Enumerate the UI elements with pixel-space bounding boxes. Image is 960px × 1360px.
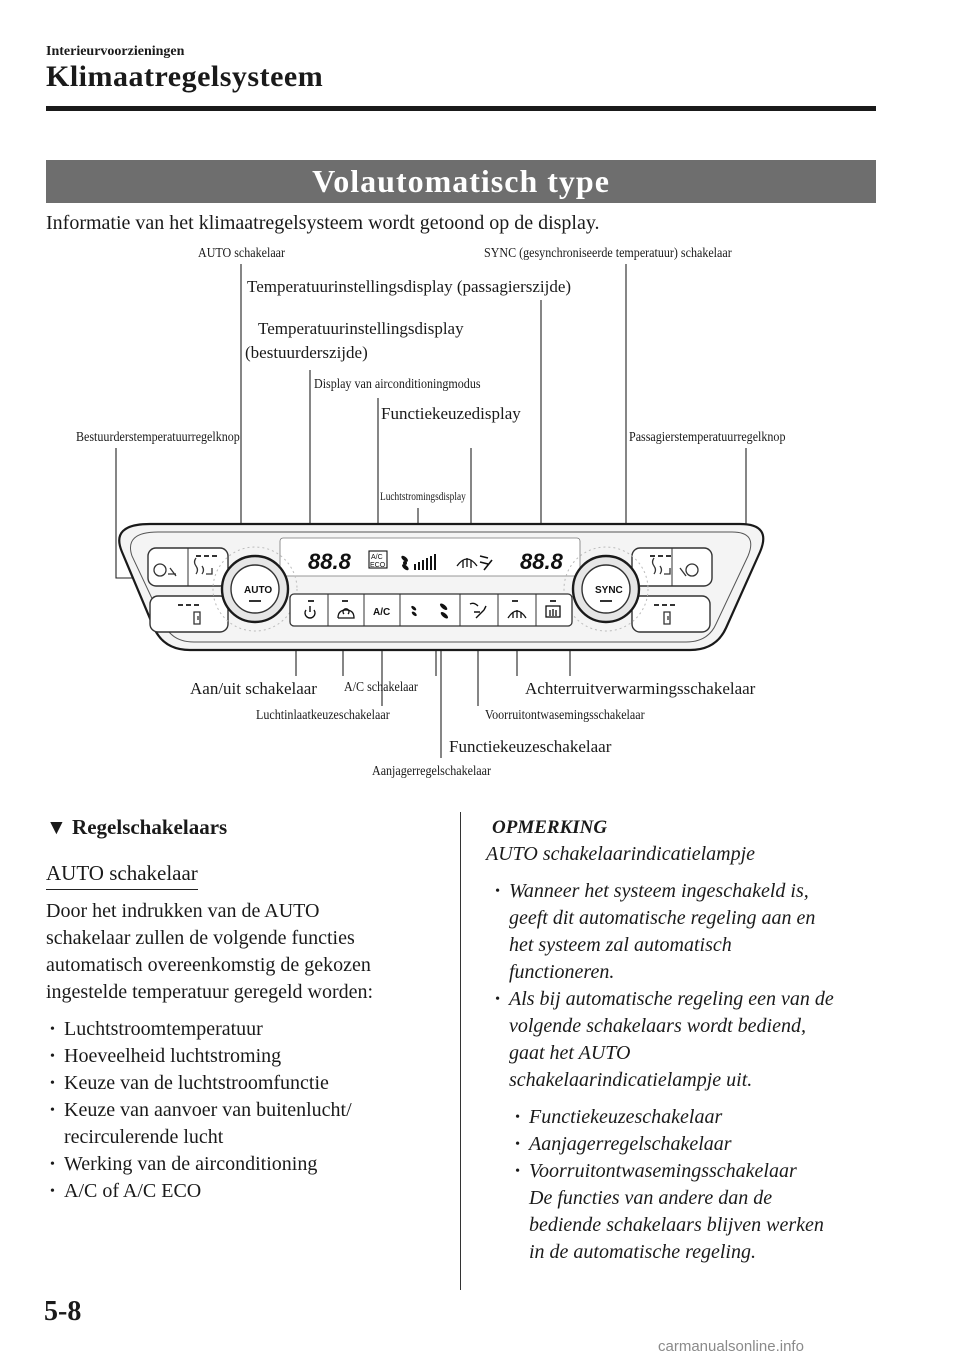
note-sub-item: • Aanjagerregelschakelaar: [515, 1133, 732, 1155]
section-banner: Volautomatisch type: [46, 160, 876, 203]
display-driver-temp: 88.8: [308, 549, 351, 574]
body-line-1: Door het indrukken van de AUTO: [46, 900, 320, 922]
body-line-2: schakelaar zullen de volgende functies: [46, 927, 355, 949]
note-item-continuation: functioneren.: [509, 961, 615, 983]
label-sync-switch: SYNC (gesynchroniseerde temperatuur) schakelaar: [484, 246, 732, 261]
label-temp-display-driver-2: (bestuurderszijde): [245, 343, 368, 362]
list-item: • Keuze van de luchtstroomfunctie: [50, 1072, 329, 1094]
label-temp-display-driver-1: Temperatuurinstellingsdisplay: [258, 319, 464, 338]
ac-button-label: A/C: [373, 607, 391, 618]
note-item: • Wanneer het systeem ingeschakeld is,: [495, 880, 809, 902]
note-sub-item-continuation: in de automatische regeling.: [529, 1241, 756, 1263]
display-ac-bottom: ECO: [370, 562, 386, 569]
column-divider: [460, 812, 461, 1290]
body-line-3: automatisch overeenkomstig de gekozen: [46, 954, 371, 976]
list-item: • A/C of A/C ECO: [50, 1180, 202, 1202]
control-panel: [119, 524, 763, 650]
heading-marker: ▼: [46, 815, 67, 839]
section-heading: [46, 814, 227, 841]
note-sub-item-continuation: bediende schakelaars blijven werken: [529, 1214, 824, 1236]
note-item: • Als bij automatische regeling een van de: [495, 988, 834, 1010]
label-mode-display: Functiekeuzedisplay: [381, 404, 521, 423]
label-air-intake-switch: Luchtinlaatkeuzeschakelaar: [256, 708, 390, 723]
note-item-continuation: het systeem zal automatisch: [509, 934, 732, 956]
note-item-continuation: volgende schakelaars wordt bediend,: [509, 1015, 806, 1037]
note-sub-item: • Voorruitontwasemingsschakelaar: [515, 1160, 797, 1182]
note-item-continuation: gaat het AUTO: [509, 1042, 631, 1064]
auto-button-label: AUTO: [244, 585, 273, 596]
note-title: OPMERKING: [492, 817, 608, 838]
list-item: • Werking van de airconditioning: [50, 1153, 318, 1175]
subheading-auto-switch: AUTO schakelaar: [46, 860, 198, 890]
watermark: carmanualsonline.info: [658, 1338, 804, 1355]
list-item: • Keuze van aanvoer van buitenlucht/: [50, 1099, 352, 1121]
label-mode-switch: Functiekeuzeschakelaar: [449, 737, 612, 756]
label-airflow-display: Luchtstromingsdisplay: [380, 489, 466, 503]
note-item-continuation: schakelaarindicatielampje uit.: [509, 1069, 753, 1091]
label-auto-switch: AUTO schakelaar: [198, 246, 286, 261]
label-front-defog-switch: Voorruitontwasemingsschakelaar: [485, 708, 645, 723]
label-driver-temp-knob: Bestuurderstemperatuurregelknop: [76, 430, 240, 445]
list-item: • Hoeveelheid luchtstroming: [50, 1045, 282, 1067]
display-passenger-temp: 88.8: [520, 549, 563, 574]
display-ac-top: A/C: [371, 554, 383, 561]
label-ac-mode-display: Display van airconditioningmodus: [314, 377, 481, 392]
list-item: • Luchtstroomtemperatuur: [50, 1018, 263, 1040]
intro-text: Informatie van het klimaatregelsysteem wordt getoond op de display.: [46, 212, 600, 234]
heading-text: Regelschakelaars: [72, 815, 228, 839]
page-number: 5-8: [44, 1296, 82, 1327]
note-sub-item: • Functiekeuzeschakelaar: [515, 1106, 723, 1128]
page-title: Klimaatregelsysteem: [46, 60, 324, 93]
note-sub-item-continuation: De functies van andere dan de: [529, 1187, 773, 1209]
label-rear-defrost-switch: Achterruitverwarmingsschakelaar: [525, 679, 756, 698]
list-item-continuation: recirculerende lucht: [64, 1126, 224, 1148]
label-ac-switch: A/C schakelaar: [344, 680, 418, 695]
label-temp-display-passenger: Temperatuurinstellingsdisplay (passagierszijde): [247, 277, 572, 296]
sync-button-label: SYNC: [595, 585, 623, 596]
body-line-4: ingestelde temperatuur geregeld worden:: [46, 981, 374, 1003]
note-subtitle: AUTO schakelaarindicatielampje: [486, 843, 756, 865]
label-power-switch: Aan/uit schakelaar: [190, 679, 317, 698]
label-passenger-temp-knob: Passagierstemperatuurregelknop: [629, 430, 786, 445]
note-item-continuation: geeft dit automatische regeling aan en: [509, 907, 816, 929]
label-fan-switch: Aanjagerregelschakelaar: [372, 764, 491, 779]
section-kicker: Interieurvoorzieningen: [46, 44, 185, 59]
